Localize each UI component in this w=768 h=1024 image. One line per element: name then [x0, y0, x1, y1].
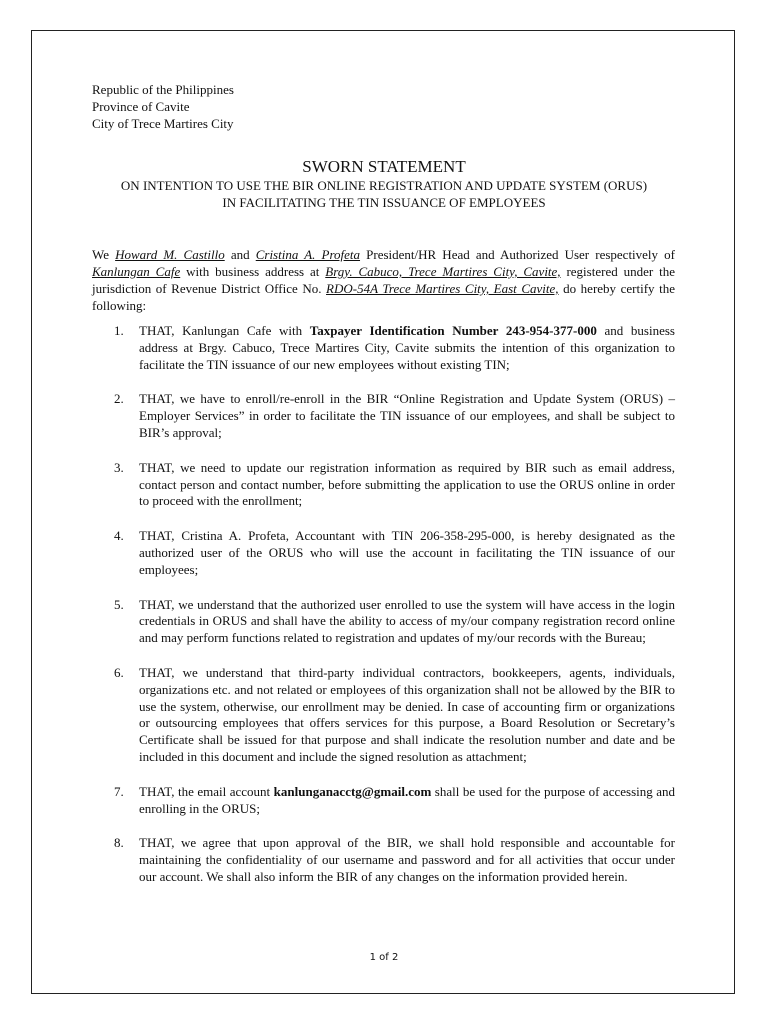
intro-text: and	[224, 247, 256, 262]
title-block	[92, 157, 676, 211]
item-number: 5.	[114, 596, 124, 612]
signatory-president: Howard M. Castillo	[115, 247, 225, 262]
certification-list	[92, 323, 675, 886]
item-number: 4.	[114, 528, 124, 544]
item-text: and business address at Brgy. Cabuco, Trece Martires City, Cavite submits the intention of this organization to facilitate the TIN issuance of our new employees without existing TIN;	[139, 323, 675, 372]
item-text: THAT, the email account	[139, 783, 274, 799]
intro-text: We	[92, 247, 116, 262]
signatory-authorized-user: Cristina A. Profeta	[255, 247, 361, 262]
item-number: 8.	[114, 835, 124, 851]
email-account: kanlunganacctg@gmail.com	[273, 783, 432, 799]
document-subtitle-line-1: ON INTENTION TO USE THE BIR ONLINE REGISTRATION AND UPDATE SYSTEM (ORUS)	[120, 178, 648, 193]
intro-text: with business address at	[180, 264, 326, 279]
header-city: City of Trece Martires City	[92, 116, 234, 131]
rdo-office: RDO-54A Trece Martires City, East Cavite,	[326, 281, 559, 296]
item-text: THAT, Kanlungan Cafe with	[139, 323, 310, 338]
item-number: 7.	[114, 783, 124, 799]
page-number: 1 of 2	[369, 952, 399, 963]
item-number: 2.	[114, 391, 124, 407]
item-number: 6.	[114, 664, 124, 680]
item-text: THAT, Cristina A. Profeta, Accountant with TIN 206-358-295-000, is hereby designated as the authorized user of the ORUS who will use the account in facilitating the TIN issuance of our employees;	[139, 528, 675, 577]
list-item	[92, 460, 675, 510]
item-text: shall be used for the purpose of accessing and enrolling in the ORUS;	[139, 783, 676, 816]
document-subtitle-line-2: IN FACILITATING THE TIN ISSUANCE OF EMPLOYEES	[222, 195, 546, 210]
document-title: SWORN STATEMENT	[302, 157, 466, 176]
list-item	[92, 784, 675, 818]
intro-text: President/HR Head and Authorized User respectively of	[360, 247, 675, 262]
header-province: Province of Cavite	[92, 99, 190, 114]
intro-text: registered under the jurisdiction of Revenue District Office No.	[92, 264, 675, 296]
list-item	[92, 323, 675, 373]
item-number: 1.	[114, 323, 124, 338]
list-item	[92, 391, 675, 441]
intro-text: do hereby certify the following:	[92, 281, 675, 313]
company-name: Kanlungan Cafe	[92, 264, 181, 279]
item-text: THAT, we understand that third-party individual contractors, bookkeepers, agents, individuals, organizations etc. and not related or employees of this organization shall not be allowed by the BIR to use the system, otherwise, our enrollment may be denied. In case of accounting firm or organizations or outsourcing employees that offers services for this purpose, a Board Resolution or Secretary’s Certificate shall be issued for that purpose and shall indicate the resolution number and date and be included in this document and include the signed resolution as attachment;	[139, 664, 675, 764]
item-text: THAT, we need to update our registration information as required by BIR such as email address, contact person and contact number, before submitting the application to use the ORUS online in order to proceed with the enrollment;	[139, 459, 675, 509]
list-item	[92, 665, 675, 766]
header-country: Republic of the Philippines	[92, 82, 234, 97]
list-item	[92, 835, 675, 885]
item-bold-text: Taxpayer Identification Number 243-954-377-000	[309, 323, 597, 338]
list-item	[92, 597, 675, 647]
list-item	[92, 528, 675, 578]
item-number: 3.	[114, 459, 124, 475]
item-text: THAT, we understand that the authorized user enrolled to use the system will have access in the login credentials in ORUS and shall have the ability to access of my/our company registration record online and may perform functions related to registration and updates of my/our records with the Bureau;	[139, 596, 675, 646]
business-address: Brgy. Cabuco, Trece Martires City, Cavite,	[325, 264, 561, 279]
item-text: THAT, we have to enroll/re-enroll in the BIR “Online Registration and Update System (ORUS) – Employer Services” in order to facilitate the TIN issuance of our employees, and shall be subject to BIR’s approval;	[139, 391, 675, 440]
intro-paragraph	[92, 246, 675, 314]
document-header	[92, 81, 234, 132]
item-text: THAT, we agree that upon approval of the BIR, we shall hold responsible and accountable for maintaining the confidentiality of our username and password and for all activities that occur under our account. We shall also inform the BIR of any changes on the information provided herein.	[139, 835, 675, 884]
